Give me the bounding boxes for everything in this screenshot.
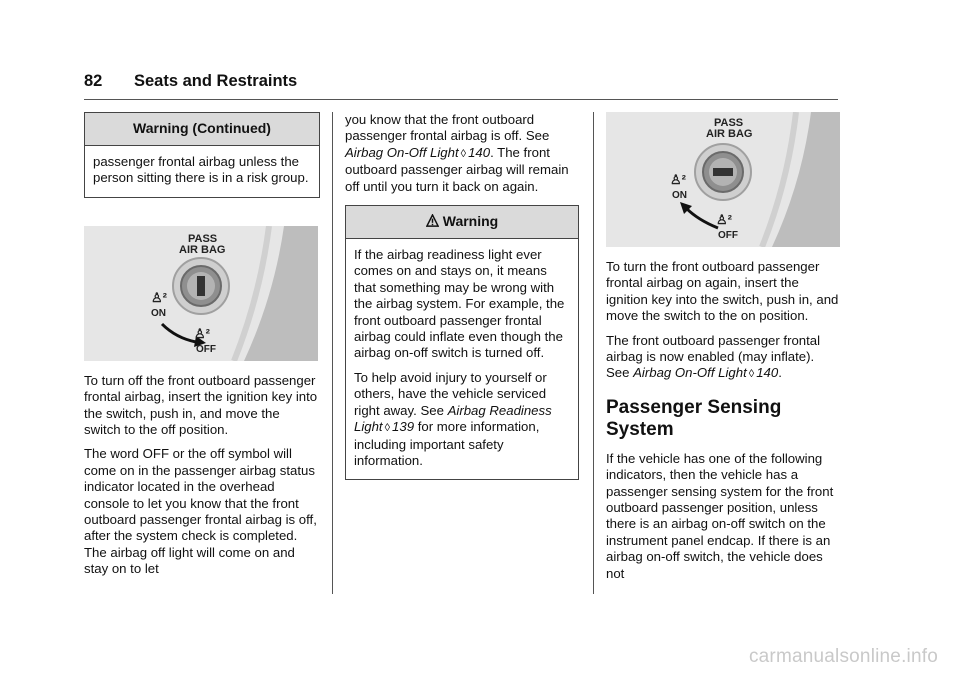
warning-para2-end: for more information, including important safety information.: [354, 419, 540, 468]
warning-para1: If the airbag readiness light ever comes on and stays on, it means that something may be wrong with the airbag system. For example, the front outboard passenger frontal airbag could inflate even though the airbag on-off switch is turned off.: [354, 247, 565, 361]
warning-para2-start: To help avoid injury to yourself or others, have the vehicle serviced right away. See: [354, 369, 547, 418]
page-number: 82: [84, 72, 103, 90]
fig1-label-off: OFF: [196, 343, 216, 355]
col1-text: [84, 373, 320, 578]
fig2-label-off: OFF: [718, 230, 738, 241]
xref-airbag-readiness-light[interactable]: Airbag Readiness Light ◊ 139: [354, 402, 552, 435]
col1-para2: The word OFF or the off symbol will come on in the passenger airbag status indicator located in the overhead console to let you know that the front outboard passenger frontal airbag is off, after the system check is completed. The airbag off light will come on and stay on to let: [84, 446, 317, 577]
fig1-on-symbol: ♙²: [151, 289, 167, 305]
col3-text: To turn the front outboard passenger frontal airbag on again, insert the ignition key into the switch, push in, and move the switch to the on position. The front outboard passenger frontal airbag is now enabled (may inflate). See Airbag On-Off Light ◊ 140. Passenger Sensing System If the vehicle has one of the following indicators, then the vehicle has a passenger sensing system for the front outboard passenger position, unless there is an airbag on-off switch on the instrument panel endcap. If there is an airbag on-off switch, the vehicle does not: [606, 259, 839, 581]
col1-para1: To turn off the front outboard passenger frontal airbag, insert the ignition key into the switch, push in, and move the switch to the off position.: [84, 372, 318, 438]
warning-triangle-icon: [426, 213, 439, 229]
column-3: [606, 112, 840, 590]
column-divider-2: [593, 112, 594, 594]
fig2-on-symbol: ♙²: [670, 172, 686, 187]
watermark: carmanualsonline.info: [748, 646, 938, 667]
col2-para1-end: . The front outboard passenger airbag will remain off until you turn it back on again.: [345, 144, 569, 194]
warning-continued-title: Warning (Continued): [85, 113, 319, 146]
fig2-label-airbag: AIR BAG: [706, 128, 753, 140]
warning-box: [345, 205, 579, 480]
warning-continued-text: passenger frontal airbag unless the person sitting there is in a risk group.: [93, 154, 309, 186]
header-rule: [84, 99, 838, 100]
col2-para1-start: you know that the front outboard passenger frontal airbag is off. See: [345, 112, 550, 144]
airbag-switch-off-illustration: [84, 226, 318, 361]
section-heading-passenger-sensing: Passenger Sensing System: [606, 396, 782, 440]
fig1-label-airbag: AIR BAG: [179, 243, 226, 256]
fig1-label-pass: PASS: [188, 232, 218, 245]
column-divider-1: [332, 112, 333, 594]
airbag-switch-on-figure: [606, 112, 840, 247]
warning-body: [346, 239, 578, 479]
xref-airbag-on-off-light[interactable]: Airbag On-Off Light ◊ 140: [345, 144, 491, 160]
fig2-label-on: ON: [672, 190, 687, 201]
fig1-off-symbol: ♙²: [194, 325, 210, 341]
warning-title: Warning: [442, 213, 499, 230]
section-title: Seats and Restraints: [134, 72, 298, 90]
page-header: [84, 72, 297, 91]
column-1: [84, 112, 320, 586]
warning-continued-box: [84, 112, 320, 198]
col3-para1: To turn the front outboard passenger frontal airbag on again, insert the ignition key into the switch, push in, and move the switch to the on position.: [606, 259, 839, 324]
warning-title-bar: [346, 206, 578, 239]
fig1-label-on: ON: [151, 307, 166, 319]
col3-para2-start: The front outboard passenger frontal airbag is now enabled (may inflate). See: [606, 332, 821, 381]
xref-airbag-on-off-light-2[interactable]: Airbag On-Off Light ◊ 140: [633, 365, 779, 381]
airbag-switch-off-figure: [84, 226, 318, 361]
col3-para3: If the vehicle has one of the following indicators, then the vehicle has a passenger sensing system for the front outboard passenger position, unless there is an airbag on-off switch on the instrument panel endcap. If there is an airbag on-off switch, the vehicle does not: [606, 450, 834, 581]
fig2-label-pass: PASS: [714, 117, 744, 129]
airbag-switch-on-illustration: [606, 112, 840, 247]
col2-text: [345, 112, 579, 195]
fig2-off-symbol: ♙²: [716, 212, 732, 227]
column-2: [345, 112, 579, 480]
